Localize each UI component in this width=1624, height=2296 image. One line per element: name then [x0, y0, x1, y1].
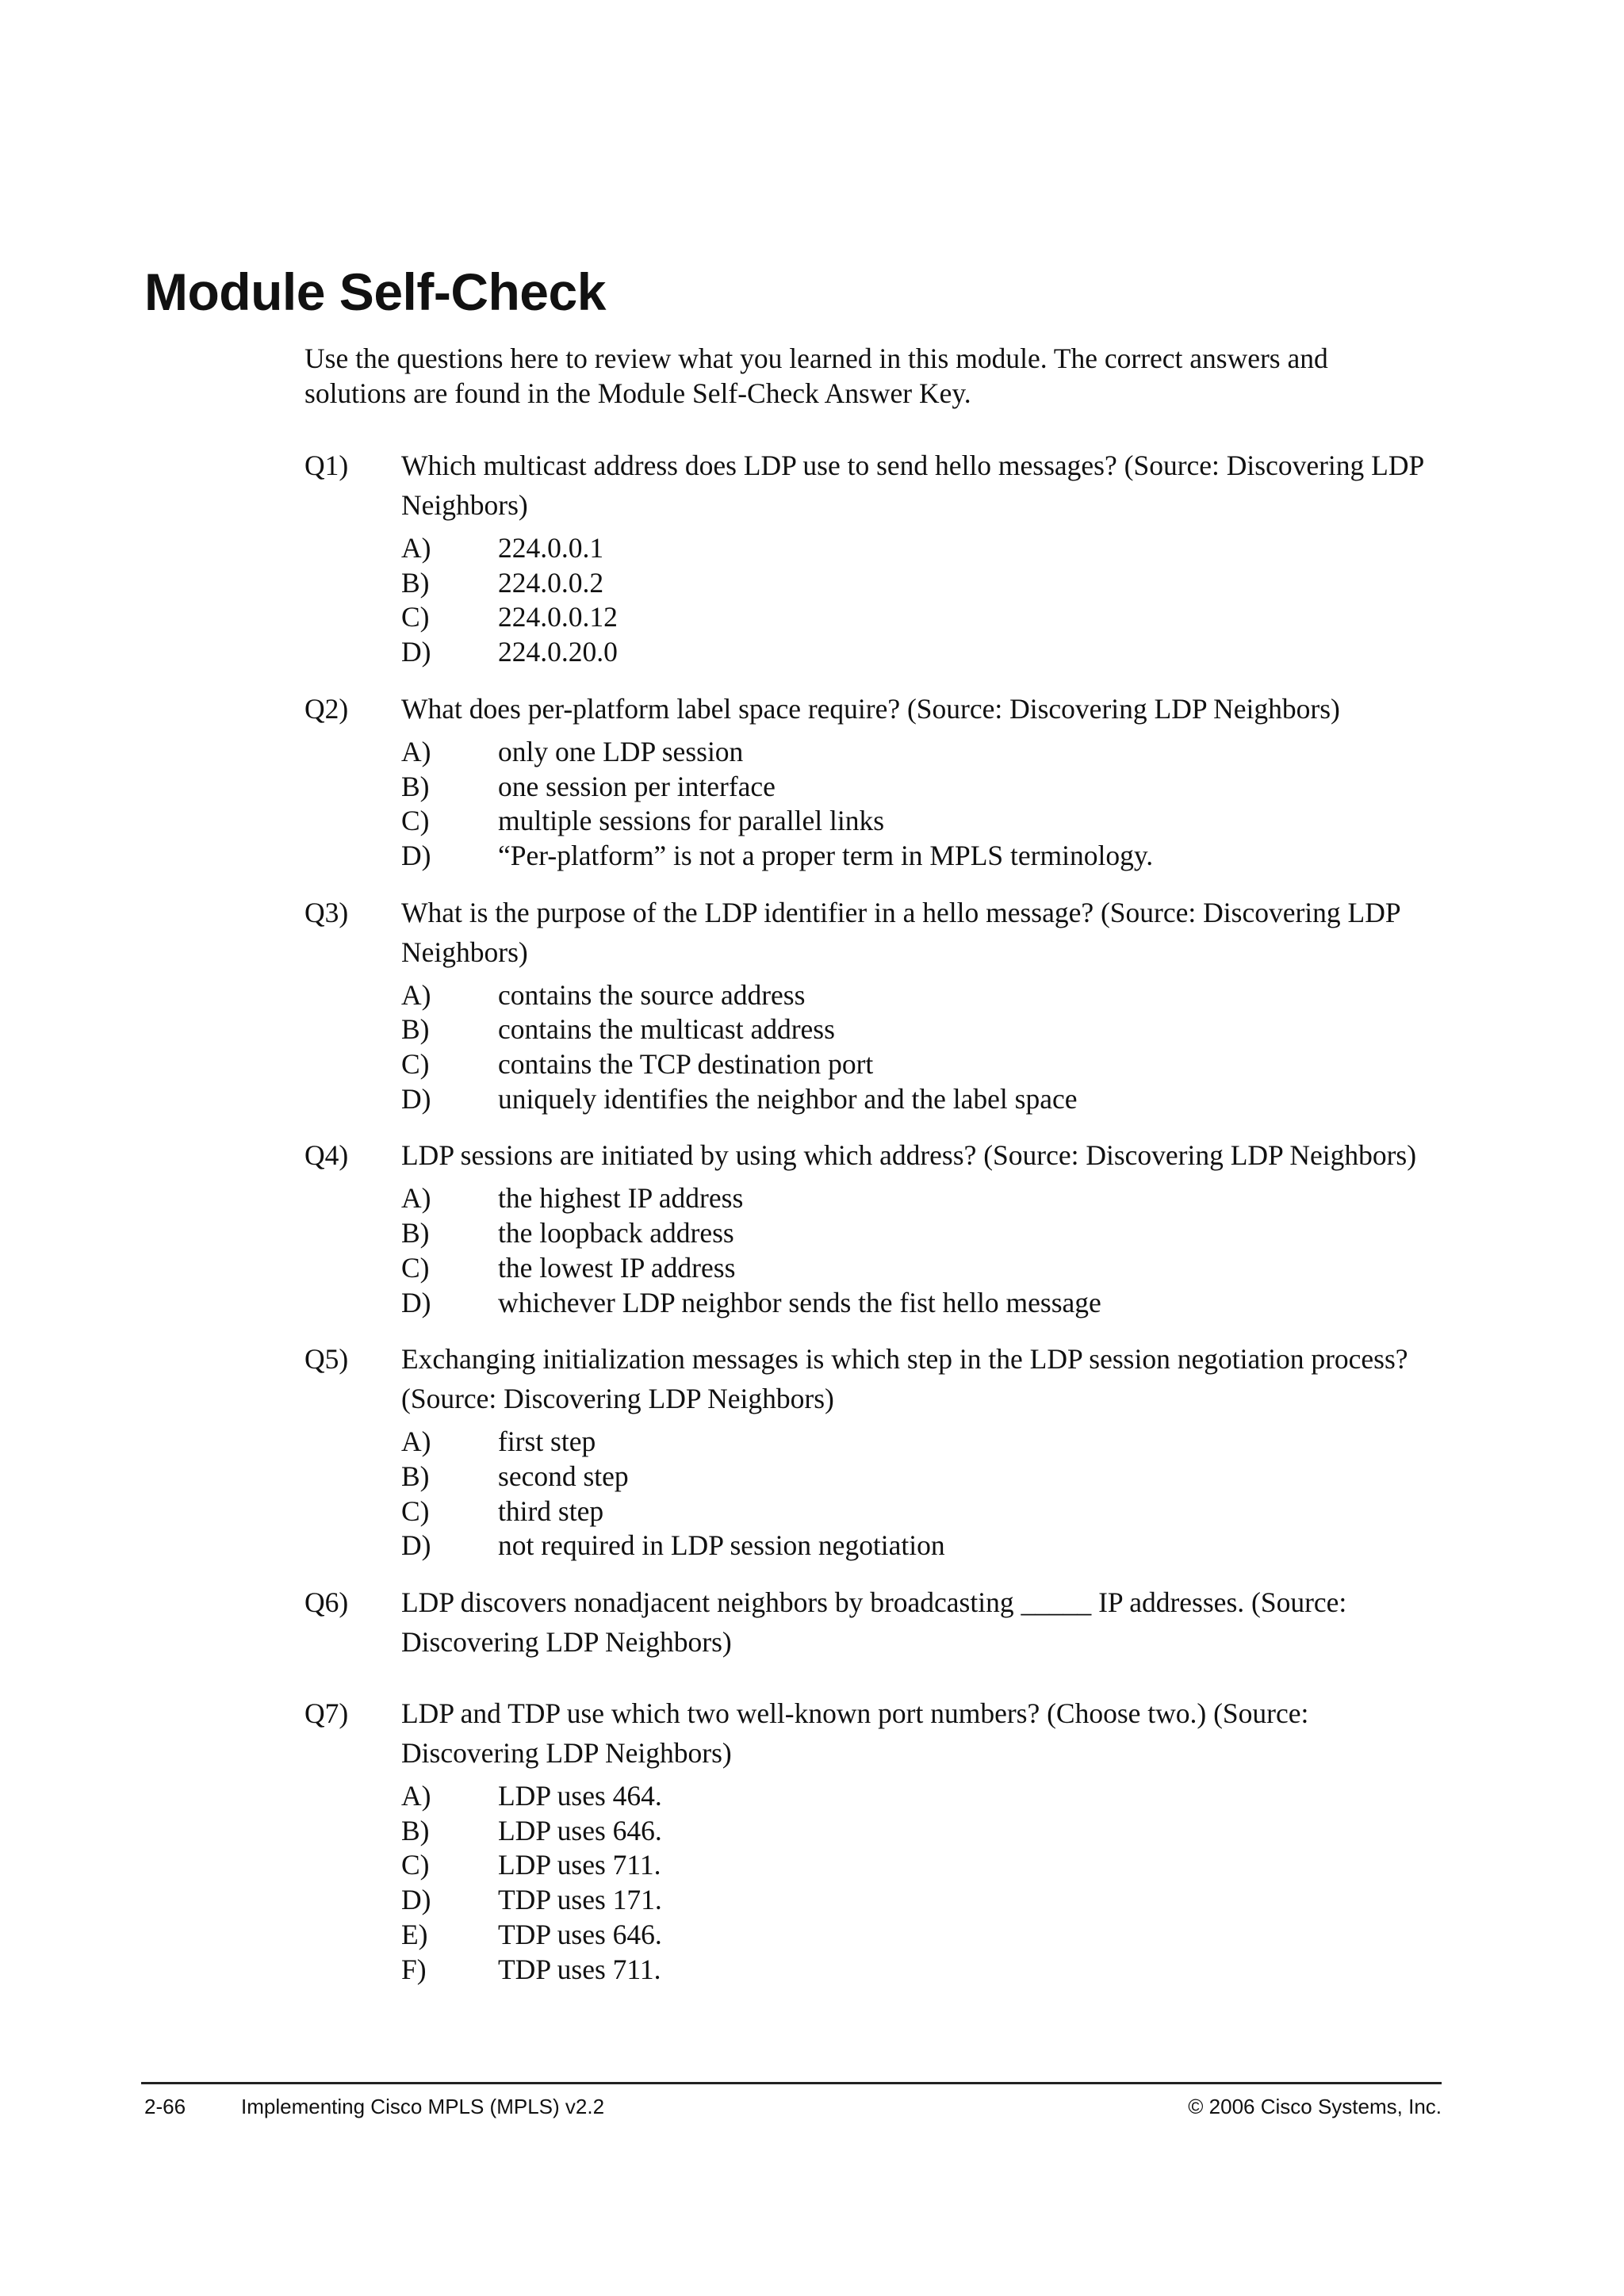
option-letter: C) [401, 601, 430, 633]
option-item [401, 1494, 1431, 1529]
option-item [401, 978, 1431, 1013]
option-item [401, 1012, 1431, 1047]
option-text: LDP uses 711. [498, 1849, 661, 1881]
option-letter: C) [401, 1849, 430, 1881]
option-item [401, 1251, 1431, 1286]
option-list [401, 531, 1431, 670]
option-item [401, 1529, 1431, 1563]
question-text: LDP discovers nonadjacent neighbors by broadcasting _____ IP addresses. (Source: Discovering LDP Neighbors) [401, 1586, 1347, 1659]
option-item [401, 1883, 1431, 1918]
question-number: Q6) [304, 1586, 349, 1619]
question-text: What is the purpose of the LDP identifier in a hello message? (Source: Discovering LDP Neighbors) [401, 896, 1400, 968]
option-text: 224.0.0.2 [498, 566, 604, 599]
option-text: third step [498, 1494, 604, 1527]
option-list [401, 1779, 1431, 1987]
option-list [401, 735, 1431, 874]
question-q1 [304, 446, 1431, 670]
option-text: uniquely identifies the neighbor and the label space [498, 1082, 1078, 1115]
option-item [401, 804, 1431, 839]
option-letter: A) [401, 978, 431, 1011]
option-text: “Per-platform” is not a proper term in MPLS terminology. [498, 839, 1154, 871]
option-item [401, 735, 1431, 770]
option-item [401, 1814, 1431, 1849]
footer-copyright: © 2006 Cisco Systems, Inc. [1188, 2095, 1442, 2118]
option-letter: C) [401, 805, 430, 837]
option-text: the highest IP address [498, 1182, 744, 1215]
question-q2 [304, 689, 1431, 874]
option-text: contains the TCP destination port [498, 1048, 874, 1081]
option-item [401, 1286, 1431, 1321]
question-number: Q7) [304, 1697, 349, 1730]
option-text: one session per interface [498, 770, 776, 802]
question-number: Q4) [304, 1139, 349, 1172]
question-q3 [304, 893, 1431, 1117]
option-text: 224.0.0.12 [498, 601, 618, 633]
option-text: TDP uses 171. [498, 1884, 662, 1916]
option-letter: D) [401, 839, 431, 871]
option-letter: B) [401, 770, 430, 802]
option-text: TDP uses 646. [498, 1918, 662, 1950]
option-letter: D) [401, 1082, 431, 1115]
intro-paragraph: Use the questions here to review what you learned in this module. The correct answers and solutions are found in the Module Self-Check Answer Key. [304, 342, 1328, 409]
option-letter: A) [401, 1425, 431, 1458]
option-text: the loopback address [498, 1217, 734, 1249]
option-item [401, 1047, 1431, 1082]
question-text: Which multicast address does LDP use to send hello messages? (Source: Discovering LDP Neighbors) [401, 450, 1423, 521]
option-text: TDP uses 711. [498, 1953, 661, 1985]
question-text: Exchanging initialization messages is which step in the LDP session negotiation process? (Source: Discovering LDP Neighbors) [401, 1343, 1408, 1415]
option-list [401, 1425, 1431, 1563]
option-text: second step [498, 1460, 629, 1492]
option-item [401, 1425, 1431, 1460]
question-q6 [304, 1582, 1431, 1662]
option-text: the lowest IP address [498, 1251, 736, 1284]
option-item [401, 839, 1431, 874]
question-q7 [304, 1693, 1431, 1987]
question-number: Q5) [304, 1343, 349, 1376]
option-letter: A) [401, 532, 431, 564]
option-letter: A) [401, 1780, 431, 1812]
question-number: Q3) [304, 896, 349, 928]
question-q4 [304, 1135, 1431, 1320]
option-letter: A) [401, 735, 431, 767]
option-text: not required in LDP session negotiation [498, 1529, 945, 1562]
option-letter: B) [401, 1814, 430, 1846]
option-letter: B) [401, 1013, 430, 1046]
option-item [401, 1181, 1431, 1216]
option-text: 224.0.0.1 [498, 532, 604, 564]
option-text: 224.0.20.0 [498, 636, 618, 668]
option-text: contains the multicast address [498, 1013, 835, 1046]
option-item [401, 1460, 1431, 1494]
option-letter: D) [401, 1884, 431, 1916]
option-letter: C) [401, 1251, 430, 1284]
option-text: first step [498, 1425, 596, 1458]
question-text: What does per-platform label space require? (Source: Discovering LDP Neighbors) [401, 692, 1340, 725]
option-item [401, 1216, 1431, 1251]
question-text: LDP sessions are initiated by using which address? (Source: Discovering LDP Neighbors) [401, 1139, 1417, 1172]
option-letter: D) [401, 1286, 431, 1318]
option-letter: A) [401, 1182, 431, 1215]
option-item [401, 1848, 1431, 1883]
question-number: Q2) [304, 692, 349, 725]
option-text: LDP uses 464. [498, 1780, 662, 1812]
option-item [401, 566, 1431, 601]
option-text: LDP uses 646. [498, 1814, 662, 1846]
option-letter: B) [401, 1217, 430, 1249]
option-item [401, 1918, 1431, 1953]
question-number: Q1) [304, 450, 349, 481]
option-item [401, 1082, 1431, 1117]
page-title: Module Self-Check [144, 262, 606, 321]
option-item [401, 531, 1431, 566]
option-text: only one LDP session [498, 735, 744, 767]
footer-divider [141, 2082, 1442, 2084]
question-q5 [304, 1339, 1431, 1563]
option-text: whichever LDP neighbor sends the fist hello message [498, 1286, 1101, 1318]
option-letter: B) [401, 1460, 430, 1492]
option-letter: E) [401, 1918, 428, 1950]
option-letter: C) [401, 1494, 430, 1527]
option-item [401, 635, 1431, 670]
question-list [304, 446, 1431, 2006]
option-letter: F) [401, 1953, 427, 1985]
option-text: multiple sessions for parallel links [498, 805, 885, 837]
footer-course-title: Implementing Cisco MPLS (MPLS) v2.2 [241, 2095, 605, 2118]
option-letter: D) [401, 1529, 431, 1562]
question-text: LDP and TDP use which two well-known port numbers? (Choose two.) (Source: Discovering LDP Neighbors) [401, 1697, 1309, 1770]
option-list [401, 978, 1431, 1117]
option-list [401, 1181, 1431, 1320]
option-item [401, 1779, 1431, 1814]
option-item [401, 600, 1431, 635]
option-item [401, 1953, 1431, 1988]
option-text: contains the source address [498, 978, 806, 1011]
footer-page-number: 2-66 [144, 2095, 186, 2118]
option-letter: D) [401, 636, 431, 668]
option-letter: B) [401, 566, 430, 599]
option-item [401, 770, 1431, 805]
option-letter: C) [401, 1048, 430, 1081]
